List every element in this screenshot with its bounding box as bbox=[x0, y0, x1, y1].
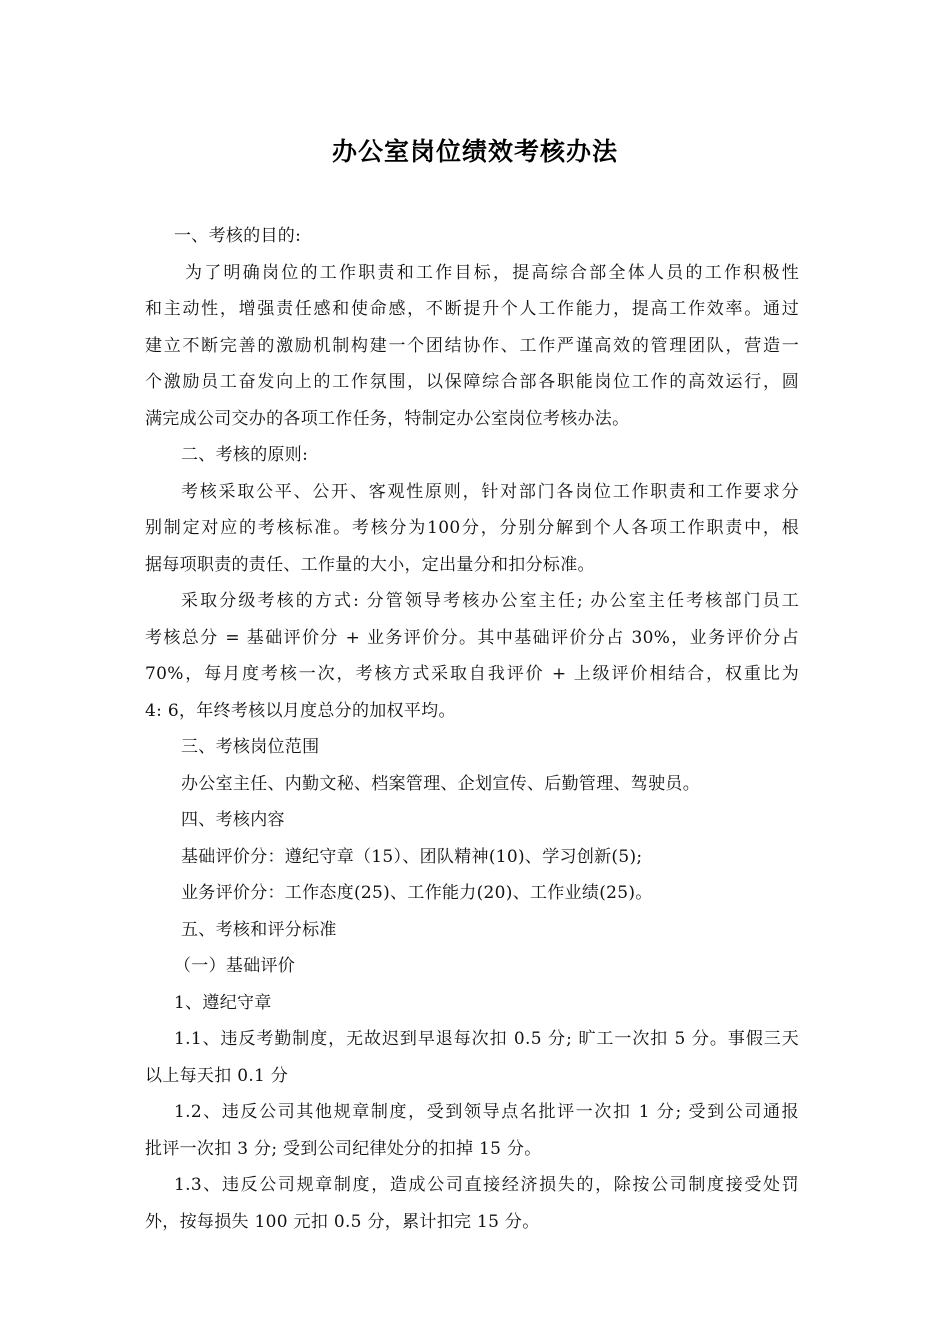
text-line: 建立不断完善的激励机制构建一个团结协作、工作严谨高效的管理团队，营造一 bbox=[145, 335, 799, 356]
page-title: 办公室岗位绩效考核办法 bbox=[331, 137, 618, 166]
text-line: 基础评价分：遵纪守章（15）、团队精神(10)、学习创新(5); bbox=[181, 846, 643, 867]
text-line: 1.3、违反公司规章制度，造成公司直接经济损失的，除按公司制度接受处罚 bbox=[174, 1175, 799, 1195]
text-line: 采取分级考核的方式: 分管领导考核办公室主任; 办公室主任考核部门员工 bbox=[181, 591, 799, 611]
text-line: 别制定对应的考核标准。考核分为100分，分别分解到个人各项工作职责中，根 bbox=[145, 518, 799, 538]
text-line: 办公室主任、内勤文秘、档案管理、企划宣传、后勤管理、驾驶员。 bbox=[181, 773, 700, 794]
text-line: 业务评价分：工作态度(25)、工作能力(20)、工作业绩(25)。 bbox=[181, 883, 653, 903]
text-line: 1、遵纪守章 bbox=[174, 992, 272, 1013]
text-line: 外，按每损失 100 元扣 0.5 分，累计扣完 15 分。 bbox=[145, 1211, 540, 1232]
text-line: 二、考核的原则: bbox=[181, 445, 309, 465]
text-line: 考核采取公平、公开、客观性原则，针对部门各岗位工作职责和工作要求分 bbox=[181, 481, 799, 502]
text-line: 4: 6，年终考核以月度总分的加权平均。 bbox=[145, 700, 456, 721]
text-line: 据每项职责的责任、工作量的大小，定出量分和扣分标准。 bbox=[145, 554, 595, 575]
document-body bbox=[145, 218, 799, 1240]
text-line: 批评一次扣 3 分; 受到公司纪律处分的扣掉 15 分。 bbox=[145, 1138, 542, 1159]
text-line: 70%，每月度考核一次，考核方式采取自我评价 + 上级评价相结合，权重比为 bbox=[145, 664, 799, 684]
text-line: 考核总分 = 基础评价分 + 业务评价分。其中基础评价分占 30%，业务评价分占 bbox=[145, 627, 799, 648]
text-line: 一、考核的目的: bbox=[174, 226, 302, 246]
text-line: 三、考核岗位范围 bbox=[181, 737, 320, 757]
text-line: 1.2、违反公司其他规章制度，受到领导点名批评一次扣 1 分; 受到公司通报 bbox=[174, 1102, 799, 1122]
text-line: 1.1、违反考勤制度，无故迟到早退每次扣 0.5 分; 旷工一次扣 5 分。事假三天 bbox=[174, 1029, 799, 1049]
text-line: 和主动性，增强责任感和使命感，不断提升个人工作能力，提高工作效率。通过 bbox=[145, 299, 799, 319]
text-line: 为了明确岗位的工作职责和工作目标，提高综合部全体人员的工作积极性 bbox=[185, 262, 799, 283]
text-line: 以上每天扣 0.1 分 bbox=[145, 1065, 289, 1086]
text-line: 满完成公司交办的各项工作任务，特制定办公室岗位考核办法。 bbox=[145, 408, 630, 429]
text-line: 个激励员工奋发向上的工作氛围，以保障综合部各职能岗位工作的高效运行，圆 bbox=[145, 372, 799, 392]
text-line: 五、考核和评分标准 bbox=[181, 919, 337, 940]
text-line: 四、考核内容 bbox=[181, 810, 285, 830]
text-line: （一）基础评价 bbox=[174, 956, 296, 976]
